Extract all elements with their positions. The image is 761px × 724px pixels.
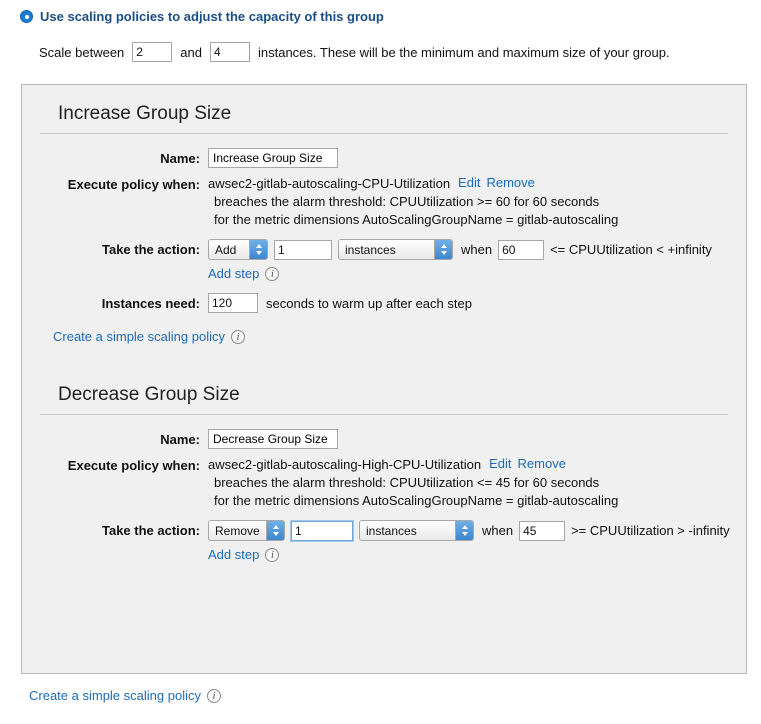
edit-alarm-link[interactable]: Edit (489, 456, 512, 471)
alarm-dimension-line: for the metric dimensions AutoScalingGroupName = gitlab-autoscaling (214, 493, 619, 508)
take-action-label: Take the action: (101, 523, 200, 538)
execute-policy-label: Execute policy when: (67, 458, 200, 473)
add-step-row (208, 547, 730, 562)
info-icon[interactable]: i (231, 330, 245, 344)
lower-bound-input[interactable] (498, 240, 544, 260)
add-step-link[interactable]: Add step (208, 547, 260, 562)
remove-alarm-link[interactable]: Remove (486, 175, 535, 190)
action-unit-select[interactable] (338, 239, 453, 260)
use-scaling-policies-radio[interactable] (20, 10, 33, 23)
policy-name-label: Name: (160, 151, 200, 166)
action-amount-input[interactable] (274, 240, 332, 260)
policy-name-input[interactable] (208, 148, 338, 168)
info-icon[interactable]: i (265, 548, 279, 562)
policy-name-label: Name: (160, 432, 200, 447)
warmup-label: Instances need: (101, 296, 200, 311)
create-simple-scaling-policy-link[interactable]: Create a simple scaling policy (53, 329, 225, 344)
when-text: when (482, 523, 514, 538)
alarm-dimension-line: for the metric dimensions AutoScalingGroupName = gitlab-autoscaling (214, 212, 619, 227)
execute-policy-label: Execute policy when: (67, 177, 200, 192)
add-step-row (208, 266, 728, 281)
bound-expression: >= CPUUtilization > -infinity (571, 523, 730, 538)
info-icon[interactable]: i (265, 267, 279, 281)
take-action-label: Take the action: (101, 242, 200, 257)
warmup-row (40, 293, 728, 313)
policy-name-row (40, 429, 728, 449)
action-operation-select[interactable] (208, 520, 285, 541)
use-scaling-policies-row[interactable] (0, 0, 761, 24)
divider (40, 133, 728, 134)
alarm-name: awsec2-gitlab-autoscaling-CPU-Utilization (208, 176, 451, 191)
warmup-suffix: seconds to warm up after each step (266, 295, 472, 311)
action-amount-input[interactable] (291, 521, 353, 541)
scale-between-row (39, 42, 761, 62)
policy-title: Increase Group Size (58, 103, 232, 124)
action-unit-select-wrap[interactable] (359, 520, 474, 541)
when-text: when (461, 242, 493, 257)
alarm-threshold-line: breaches the alarm threshold: CPUUtilization <= 45 for 60 seconds (214, 475, 600, 490)
alarm-name: awsec2-gitlab-autoscaling-High-CPU-Utilization (208, 457, 482, 472)
policy-name-input[interactable] (208, 429, 338, 449)
action-unit-select-wrap[interactable] (338, 239, 453, 260)
alarm-threshold-line: breaches the alarm threshold: CPUUtilization >= 60 for 60 seconds (214, 194, 600, 209)
bound-expression: <= CPUUtilization < +infinity (550, 242, 712, 257)
remove-alarm-link[interactable]: Remove (517, 456, 566, 471)
execute-policy-row (40, 174, 728, 227)
action-operation-select-wrap[interactable] (208, 239, 268, 260)
bottom-simple-policy-row (0, 688, 761, 703)
policy-decrease-group-size (40, 380, 728, 562)
policy-title: Decrease Group Size (58, 384, 240, 405)
add-step-link[interactable]: Add step (208, 266, 260, 281)
use-scaling-policies-label: Use scaling policies to adjust the capacity of this group (40, 9, 384, 24)
min-size-input[interactable] (132, 42, 172, 62)
scale-between-suffix: instances. These will be the minimum and maximum size of your group. (257, 44, 670, 60)
divider (40, 414, 728, 415)
scale-between-prefix: Scale between (39, 44, 125, 60)
simple-policy-row (40, 329, 728, 344)
upper-bound-input[interactable] (519, 521, 565, 541)
action-unit-select[interactable] (359, 520, 474, 541)
warmup-seconds-input[interactable] (208, 293, 258, 313)
execute-policy-row (40, 455, 728, 508)
take-action-row (40, 239, 728, 281)
scaling-policies-panel (21, 84, 747, 674)
create-simple-scaling-policy-link[interactable]: Create a simple scaling policy (29, 688, 201, 703)
take-action-row (40, 520, 728, 562)
max-size-input[interactable] (210, 42, 250, 62)
action-operation-select[interactable] (208, 239, 268, 260)
policy-name-row (40, 148, 728, 168)
policy-increase-group-size (40, 99, 728, 344)
edit-alarm-link[interactable]: Edit (458, 175, 481, 190)
action-operation-select-wrap[interactable] (208, 520, 285, 541)
scale-between-middle: and (180, 44, 202, 60)
info-icon[interactable]: i (207, 689, 221, 703)
